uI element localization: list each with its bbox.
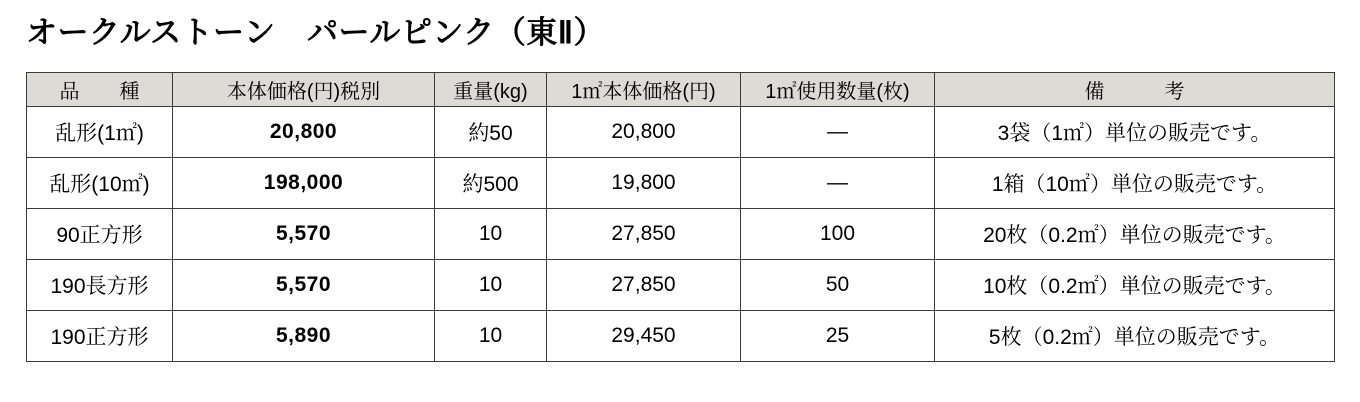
cell-unit-price: 27,850 — [547, 260, 741, 311]
cell-note: 1箱（10㎡）単位の販売です。 — [935, 158, 1335, 209]
table-row — [27, 209, 1335, 260]
cell-quantity: — — [741, 158, 935, 209]
column-header-note: 備 考 — [935, 73, 1335, 107]
cell-weight: 10 — [435, 209, 547, 260]
cell-quantity: 50 — [741, 260, 935, 311]
price-table — [26, 72, 1335, 362]
cell-kind: 90正方形 — [27, 209, 173, 260]
cell-kind: 乱形(1㎡) — [27, 107, 173, 158]
table-row — [27, 311, 1335, 362]
cell-kind: 190長方形 — [27, 260, 173, 311]
cell-quantity: 25 — [741, 311, 935, 362]
cell-unit-price: 29,450 — [547, 311, 741, 362]
column-header-quantity: 1㎡使用数量(枚) — [741, 73, 935, 107]
cell-note: 20枚（0.2㎡）単位の販売です。 — [935, 209, 1335, 260]
cell-quantity: 100 — [741, 209, 935, 260]
cell-unit-price: 20,800 — [547, 107, 741, 158]
table-row — [27, 107, 1335, 158]
cell-price: 198,000 — [173, 158, 435, 209]
column-header-kind: 品 種 — [27, 73, 173, 107]
column-header-unit-price: 1㎡本体価格(円) — [547, 73, 741, 107]
table-row — [27, 158, 1335, 209]
price-table-container — [26, 72, 1334, 362]
cell-weight: 10 — [435, 311, 547, 362]
cell-kind: 190正方形 — [27, 311, 173, 362]
cell-price: 20,800 — [173, 107, 435, 158]
cell-price: 5,570 — [173, 209, 435, 260]
cell-price: 5,570 — [173, 260, 435, 311]
cell-weight: 10 — [435, 260, 547, 311]
column-header-weight: 重量(kg) — [435, 73, 547, 107]
cell-weight: 約50 — [435, 107, 547, 158]
cell-note: 5枚（0.2㎡）単位の販売です。 — [935, 311, 1335, 362]
table-header — [27, 73, 1335, 107]
cell-unit-price: 27,850 — [547, 209, 741, 260]
cell-note: 3袋（1㎡）単位の販売です。 — [935, 107, 1335, 158]
cell-price: 5,890 — [173, 311, 435, 362]
table-row — [27, 260, 1335, 311]
cell-weight: 約500 — [435, 158, 547, 209]
table-body — [27, 107, 1335, 362]
page-title: オークルストーン パールピンク（東Ⅱ） — [26, 15, 606, 50]
cell-quantity: — — [741, 107, 935, 158]
cell-note: 10枚（0.2㎡）単位の販売です。 — [935, 260, 1335, 311]
cell-unit-price: 19,800 — [547, 158, 741, 209]
table-header-row — [27, 73, 1335, 107]
column-header-price: 本体価格(円)税別 — [173, 73, 435, 107]
cell-kind: 乱形(10㎡) — [27, 158, 173, 209]
